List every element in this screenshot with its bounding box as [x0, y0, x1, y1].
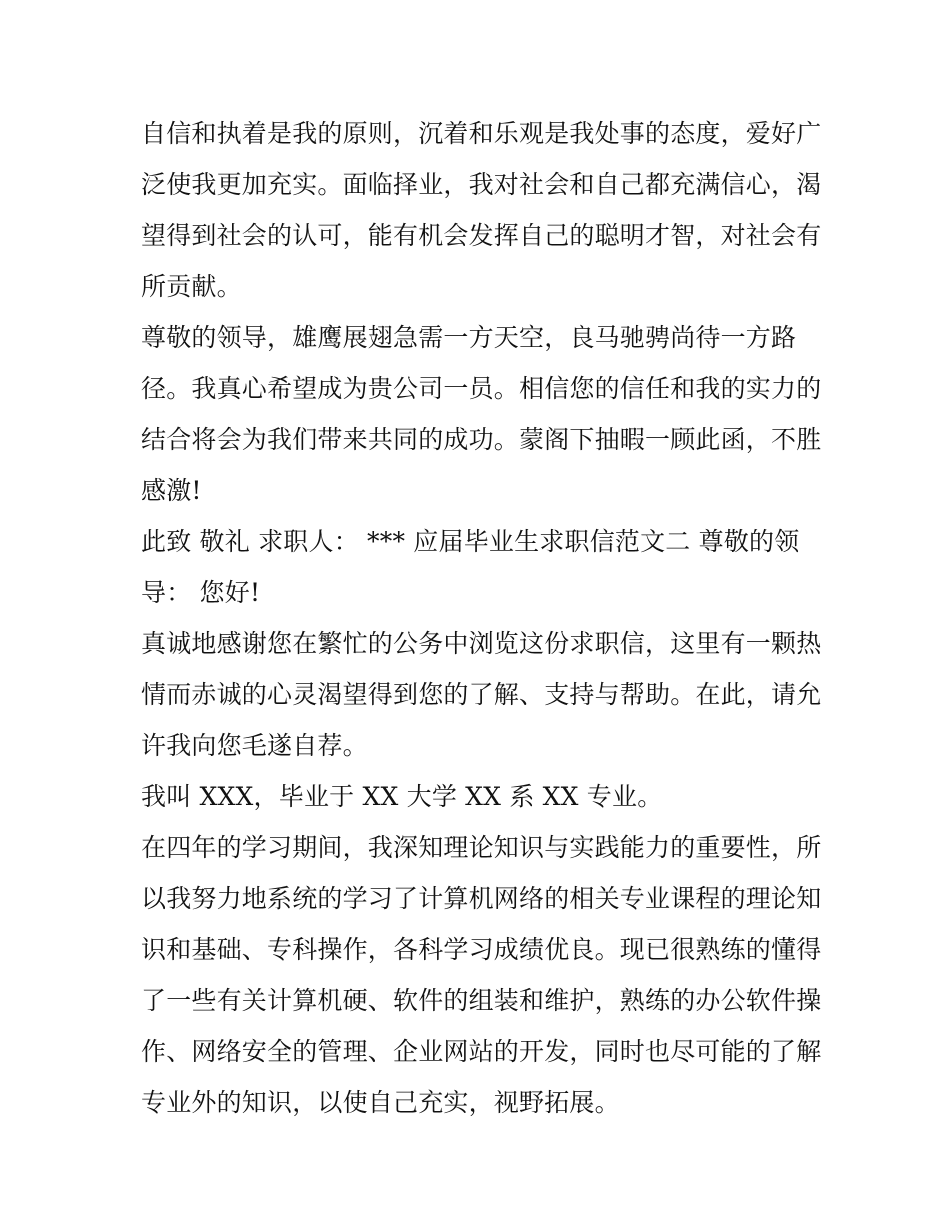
text-line: 了一些有关计算机硬、软件的组装和维护，熟练的办公软件操: [141, 986, 822, 1015]
text-line: 情而赤诚的心灵渴望得到您的了解、支持与帮助。在此，请允: [141, 680, 822, 709]
text-line: 导： 您好!: [141, 578, 261, 607]
text-line: 结合将会为我们带来共同的成功。蒙阁下抽暇一顾此函，不胜: [141, 425, 822, 454]
text-line: 径。我真心希望成为贵公司一员。相信您的信任和我的实力的: [141, 374, 822, 403]
text-line: 许我向您毛遂自荐。: [141, 731, 368, 760]
document-body: [141, 108, 821, 1128]
text-line: 此致 敬礼 求职人： *** 应届毕业生求职信范文二 尊敬的领: [141, 527, 800, 556]
paragraph-education: [141, 822, 821, 1128]
text-line: 专业外的知识，以使自己充实，视野拓展。: [141, 1088, 620, 1117]
text-line: 所贡献。: [141, 272, 242, 301]
text-line: 尊敬的领导，雄鹰展翅急需一方天空，良马驰骋尚待一方路: [141, 323, 797, 352]
text-line: 感激!: [141, 476, 202, 505]
text-line: 以我努力地系统的学习了计算机网络的相关专业课程的理论知: [141, 884, 822, 913]
text-line: 真诚地感谢您在繁忙的公务中浏览这份求职信，这里有一颗热: [141, 629, 822, 658]
text-line: 望得到社会的认可，能有机会发挥自己的聪明才智，对社会有: [141, 221, 822, 250]
text-line: 我叫 XXX，毕业于 XX 大学 XX 系 XX 专业。: [141, 782, 663, 811]
paragraph-closing-and-greeting: [141, 516, 821, 618]
paragraph-attitude: [141, 108, 821, 312]
text-line: 自信和执着是我的原则，沉着和乐观是我处事的态度，爱好广: [141, 119, 822, 148]
text-line: 泛使我更加充实。面临择业，我对社会和自己都充满信心，渴: [141, 170, 822, 199]
text-line: 识和基础、专科操作，各科学习成绩优良。现已很熟练的懂得: [141, 935, 822, 964]
paragraph-introduction: [141, 771, 821, 822]
text-line: 作、网络安全的管理、企业网站的开发，同时也尽可能的了解: [141, 1037, 822, 1066]
paragraph-appeal: [141, 312, 821, 516]
text-line: 在四年的学习期间，我深知理论知识与实践能力的重要性，所: [141, 833, 822, 862]
paragraph-thanks: [141, 618, 821, 771]
